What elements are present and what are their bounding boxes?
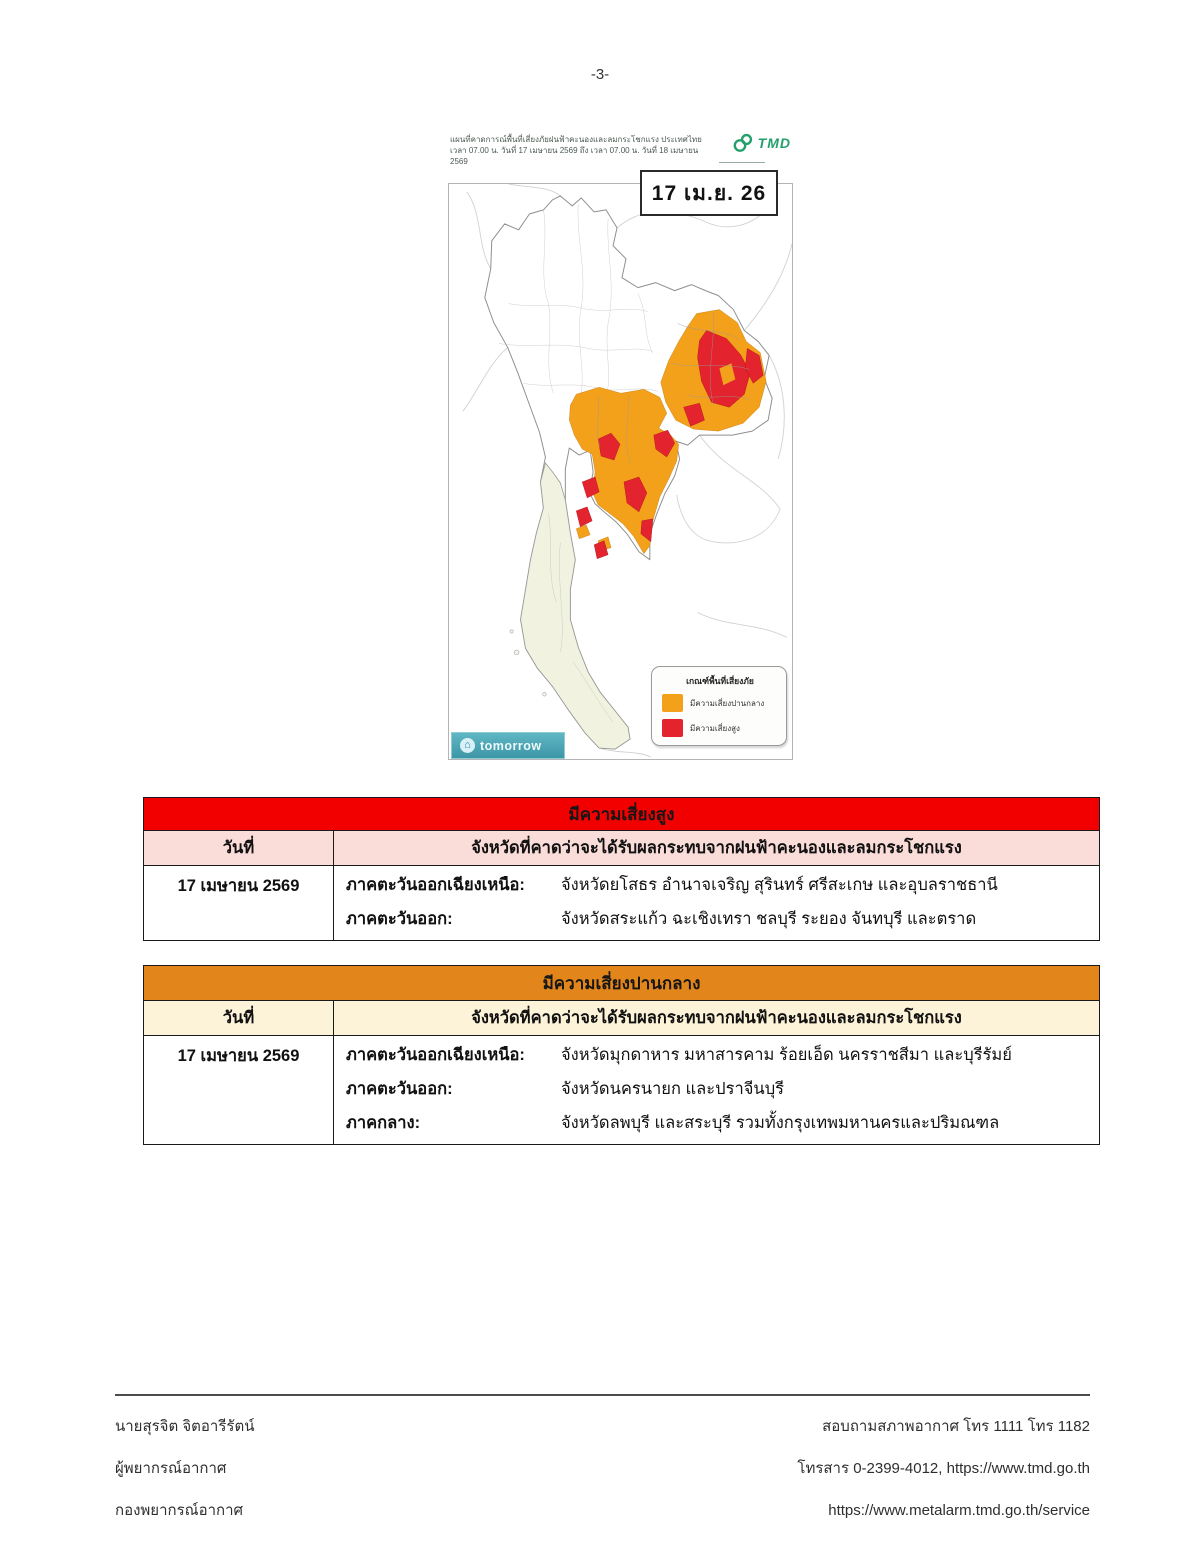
page-number: -3- — [590, 66, 610, 83]
high-risk-table — [143, 797, 1100, 941]
contact-fax-website: โทรสาร 0-2399-4012, https://www.tmd.go.th — [797, 1460, 1090, 1477]
legend-item-moderate — [662, 694, 778, 712]
legend-label-high: มีความเสี่ยงสูง — [690, 723, 740, 733]
tmd-logo — [732, 132, 791, 154]
region-label: ภาคตะวันออกเฉียงเหนือ: — [346, 876, 525, 894]
forecaster-division: กองพยากรณ์อากาศ — [115, 1502, 244, 1519]
column-header-date: วันที่ — [144, 831, 334, 865]
region-label: ภาคตะวันออก: — [346, 1080, 453, 1098]
forecaster-name: นายสุรจิต จิตอารีรัตน์ — [115, 1418, 255, 1435]
region-provinces: จังหวัดมุกดาหาร มหาสารคาม ร้อยเอ็ด นครราชสีมา และบุรีรัมย์ — [561, 1046, 1012, 1064]
region-provinces: จังหวัดสระแก้ว ฉะเชิงเทรา ชลบุรี ระยอง จันทบุรี และตราด — [561, 910, 977, 928]
footer-divider — [115, 1394, 1090, 1396]
contact-alert-website: https://www.metalarm.tmd.go.th/service — [828, 1502, 1090, 1519]
contact-phone: สอบถามสภาพอากาศ โทร 1111 โทร 1182 — [822, 1418, 1090, 1435]
region-label: ภาคกลาง: — [346, 1114, 421, 1132]
high-risk-table-subheader — [144, 831, 1099, 866]
map-date-box: 17 เม.ย. 26 — [640, 170, 778, 216]
moderate-risk-table-title: มีความเสี่ยงปานกลาง — [144, 966, 1099, 1001]
column-header-date: วันที่ — [144, 1001, 334, 1035]
region-provinces: จังหวัดยโสธร อำนาจเจริญ สุรินทร์ ศรีสะเกษ และอุบลราชธานี — [561, 876, 998, 894]
tmd-logo-text: TMD — [757, 135, 791, 151]
tomorrow-watermark-text: tomorrow — [480, 738, 542, 753]
footer-forecaster-info — [115, 1406, 254, 1532]
thailand-map — [448, 183, 793, 760]
tomorrow-watermark — [451, 732, 565, 759]
region-label: ภาคตะวันออกเฉียงเหนือ: — [346, 1046, 525, 1064]
forecaster-title: ผู้พยากรณ์อากาศ — [115, 1460, 227, 1477]
red-swatch-icon — [662, 719, 683, 737]
table-row — [346, 1106, 1093, 1140]
table-row — [346, 868, 1093, 902]
high-risk-table-title: มีความเสี่ยงสูง — [144, 798, 1099, 831]
moderate-risk-table-subheader — [144, 1001, 1099, 1036]
column-header-provinces: จังหวัดที่คาดว่าจะได้รับผลกระทบจากฝนฟ้าคะนองและลมกระโชกแรง — [471, 839, 962, 857]
map-caption-line1: แผนที่คาดการณ์พื้นที่เสี่ยงภัยฝนฟ้าคะนองและลมกระโชกแรง ประเทศไทย — [450, 135, 702, 144]
region-provinces: จังหวัดลพบุรี และสระบุรี รวมทั้งกรุงเทพมหานครและปริมณฑล — [561, 1114, 1000, 1132]
house-icon: ⌂ — [460, 738, 475, 753]
map-caption — [450, 134, 705, 167]
high-risk-table-body — [144, 866, 1099, 940]
legend-title: เกณฑ์พื้นที่เสี่ยงภัย — [686, 676, 754, 686]
footer-contact-info — [797, 1406, 1090, 1532]
risk-map-figure — [448, 132, 793, 764]
logo-underline — [719, 162, 765, 163]
region-label: ภาคตะวันออก: — [346, 910, 453, 928]
map-legend — [651, 666, 787, 746]
legend-label-moderate: มีความเสี่ยงปานกลาง — [690, 698, 765, 708]
column-header-provinces: จังหวัดที่คาดว่าจะได้รับผลกระทบจากฝนฟ้าคะนองและลมกระโชกแรง — [471, 1009, 962, 1027]
moderate-risk-table — [143, 965, 1100, 1145]
legend-item-high — [662, 719, 778, 737]
orange-swatch-icon — [662, 694, 683, 712]
table-row — [346, 1038, 1093, 1072]
table-date-cell: 17 เมษายน 2569 — [144, 866, 334, 940]
map-caption-line2: เวลา 07.00 น. วันที่ 17 เมษายน 2569 ถึง เวลา 07.00 น. วันที่ 18 เมษายน 2569 — [450, 146, 699, 166]
table-row — [346, 1072, 1093, 1106]
table-row — [346, 902, 1093, 936]
region-provinces: จังหวัดนครนายก และปราจีนบุรี — [561, 1080, 785, 1098]
moderate-risk-table-body — [144, 1036, 1099, 1144]
table-date-cell: 17 เมษายน 2569 — [144, 1036, 334, 1144]
tmd-logo-icon — [732, 132, 754, 154]
